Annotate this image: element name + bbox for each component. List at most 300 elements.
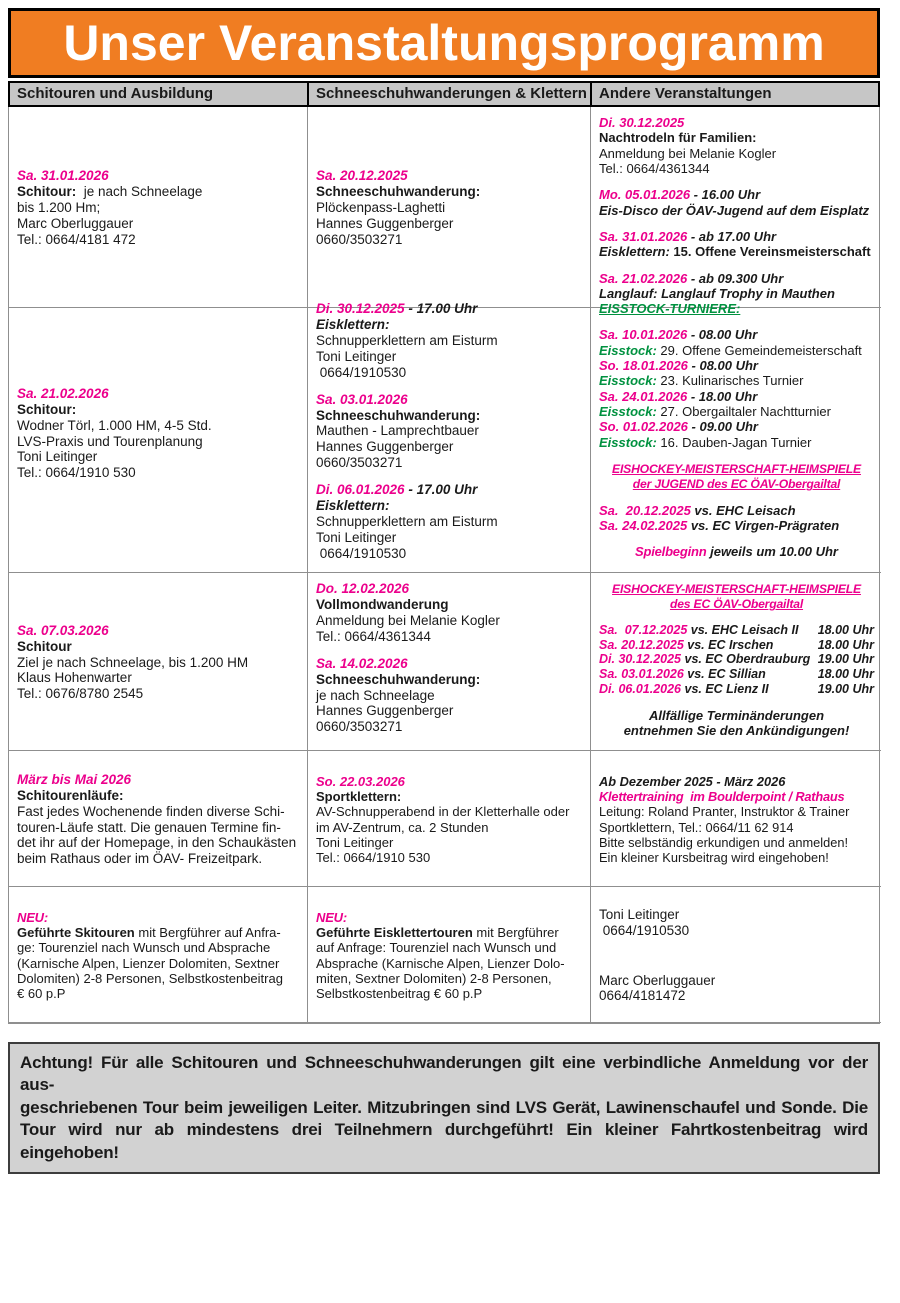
table-body (8, 107, 880, 1024)
text-run: Klettertraining im Boulderpoint / Rathaus (599, 789, 845, 805)
event-entry (599, 708, 874, 739)
text-run: im AV-Zentrum, ca. 2 Stunden (316, 819, 489, 835)
text-line (599, 596, 874, 611)
event-date: Sa. 21.02.2026 (17, 385, 109, 401)
match-time: 18.00 Uhr (817, 622, 874, 637)
event-entry (17, 386, 300, 482)
text-line (316, 317, 583, 333)
event-cell-r2c3 (591, 293, 881, 573)
column-header-schneeschuh: Schneeschuhwanderungen & Klettern (309, 83, 592, 105)
text-line (17, 686, 300, 702)
text-line (316, 200, 583, 216)
event-date: Di. 06.01.2026 (599, 681, 682, 696)
text-run: des EC ÖAV-Obergailtal (669, 597, 804, 612)
text-line (599, 581, 874, 596)
text-line (17, 200, 300, 216)
match-teams (599, 652, 810, 667)
text-run: Bitte selbständig erkundigen und anmelden! (599, 834, 849, 850)
event-date: Sa. 31.01.2026 (599, 228, 688, 244)
event-date: Sa. 14.02.2026 (316, 655, 408, 671)
event-cell-r1c2 (308, 107, 591, 308)
text-line (17, 940, 300, 955)
text-run: - 09.00 Uhr (687, 419, 758, 435)
text-run: Tel.: 0664/1910 530 (17, 465, 136, 481)
text-line (316, 184, 583, 200)
text-run: Schitour (17, 638, 72, 654)
text-line (17, 971, 300, 986)
text-run: Schitourenläufe: (17, 787, 124, 803)
text-run: 0660/3503271 (316, 232, 403, 248)
text-line (599, 229, 874, 244)
text-run: mit Bergführer auf Anfra- (134, 924, 281, 940)
text-line (599, 850, 874, 865)
text-line (17, 788, 300, 804)
table-row (9, 887, 879, 1023)
text-line (599, 476, 874, 491)
text-run: Eisklettern: (599, 244, 670, 260)
text-run: Ein kleiner Kursbeitrag wird eingehoben! (599, 849, 829, 865)
text-line (316, 971, 583, 986)
text-run: - 08.00 Uhr (687, 357, 758, 373)
text-line (316, 986, 583, 1001)
match-time: 18.00 Uhr (817, 667, 874, 682)
text-run: - 17.00 Uhr (404, 482, 478, 498)
text-run: Toni Leitinger (316, 834, 394, 850)
text-run: Eisstock: (599, 434, 657, 450)
text-line (599, 461, 874, 476)
event-entry (599, 301, 874, 316)
text-run: EISSTOCK-TURNIERE: (599, 301, 741, 316)
text-line (316, 835, 583, 850)
text-line (17, 168, 300, 184)
text-line (599, 244, 874, 259)
text-line (599, 518, 874, 533)
text-run: 16. Dauben-Jagan Turnier (656, 434, 812, 450)
text-run: der JUGEND des EC ÖAV-Obergailtal (632, 477, 841, 492)
event-entry (599, 623, 874, 697)
text-run: - 16.00 Uhr (690, 187, 761, 203)
text-line (316, 613, 583, 629)
text-run: € 60 p.P (17, 986, 66, 1002)
text-run: 0664/1910530 (316, 545, 407, 561)
text-line (17, 639, 300, 655)
event-date: März bis Mai 2026 (17, 771, 132, 787)
text-run: - 17.00 Uhr (404, 301, 478, 316)
notice-line: geschriebenen Tour beim jeweiligen Leiter. Mitzubringen sind LVS Gerät, Lawinenschaufel und Sonde. Die (20, 1097, 868, 1117)
text-line (316, 365, 583, 381)
text-line (17, 956, 300, 971)
text-line (316, 688, 583, 704)
text-line (316, 925, 583, 940)
text-line (17, 820, 300, 836)
table-row (9, 751, 879, 887)
text-line (316, 850, 583, 865)
text-run: 29. Offene Gemeindemeisterschaft (656, 342, 862, 358)
event-date: Sa. 07.12.2025 (599, 622, 688, 637)
event-date: Sa. 20.12.2025 (599, 637, 684, 652)
text-run: AV-Schnupperabend in der Kletterhalle oder (316, 804, 570, 820)
text-run: Dolomiten) 2-8 Personen, Selbstkostenbeitrag (17, 970, 283, 986)
event-entry (316, 168, 583, 248)
event-date: Sa. 03.01.2026 (599, 667, 684, 682)
event-cell-r2c2 (308, 293, 591, 573)
event-date: Di. 06.01.2026 (316, 482, 405, 498)
text-line (599, 708, 874, 723)
text-line (316, 910, 583, 925)
notice-line: Achtung! Für alle Schitouren und Schneeschuhwanderungen gilt eine verbindliche Anmeldung vor der aus- (20, 1053, 868, 1095)
event-cell-r2c1 (9, 293, 308, 573)
column-header-andere: Andere Veranstaltungen (599, 85, 772, 102)
text-line (17, 232, 300, 248)
event-date: Sa. 20.12.2025 (316, 168, 408, 184)
text-line (599, 271, 874, 286)
text-run: Eisstock: (599, 342, 657, 358)
text-line (316, 581, 583, 597)
match-line (599, 652, 874, 667)
text-run: Ziel je nach Schneelage, bis 1.200 HM (17, 654, 249, 670)
text-line (316, 232, 583, 248)
text-run: Hannes Guggenberger (316, 703, 454, 719)
text-run: Eisklettern: (316, 498, 390, 514)
text-line (316, 349, 583, 365)
event-entry (599, 503, 874, 534)
event-date: So. 01.02.2026 (599, 419, 688, 435)
event-cell-r4c1 (9, 751, 308, 887)
text-line (17, 925, 300, 940)
text-run: Mauthen - Lamprechtbauer (316, 423, 479, 439)
text-line (599, 923, 874, 939)
text-line (17, 386, 300, 402)
text-line (17, 835, 300, 851)
text-run: Eisstock: (599, 373, 657, 389)
text-run: Sportklettern: (316, 788, 402, 804)
text-line (316, 408, 583, 424)
event-cell-r1c3 (591, 107, 881, 308)
text-line (599, 327, 874, 342)
text-run: Schneeschuhwanderung: (316, 184, 481, 200)
text-run: - 08.00 Uhr (687, 327, 758, 343)
text-line (316, 956, 583, 971)
text-run: Tel.: 0664/4361344 (599, 160, 710, 176)
text-line (17, 804, 300, 820)
text-run: Marc Oberluggauer (17, 216, 134, 232)
text-run: Tel.: 0664/4361344 (316, 628, 431, 644)
event-date: Sa. 24.02.2025 (599, 518, 688, 534)
text-run: Sportklettern, Tel.: 0664/11 62 914 (599, 819, 794, 835)
text-line (599, 503, 874, 518)
text-run: Tel.: 0664/4181 472 (17, 232, 136, 248)
event-date: So. 18.01.2026 (599, 357, 688, 373)
text-line (316, 392, 583, 408)
event-entry (316, 581, 583, 645)
table-row (9, 573, 879, 751)
notice-line: Tour wird nur ab mindestens drei Teilnehmern durchgeführt! Ein kleiner Fahrtkostenbeitrag wird eingehoben! (20, 1120, 868, 1162)
title-banner (8, 8, 880, 78)
text-line (599, 389, 874, 404)
event-date: Di. 30.12.2025 (599, 652, 682, 667)
text-run: Schitour: (17, 401, 77, 417)
text-run: vs. EC Lienz II (681, 681, 769, 696)
text-line (599, 419, 874, 434)
text-line (599, 544, 874, 559)
program-table (8, 81, 880, 1024)
attention-notice (8, 1042, 880, 1174)
event-entry (17, 623, 300, 703)
text-line (17, 465, 300, 481)
event-cell-r5c2 (308, 887, 591, 1023)
text-run: 0664/1910530 (599, 922, 690, 938)
text-line (599, 435, 874, 450)
text-line (17, 910, 300, 925)
event-date: Sa. 10.01.2026 (599, 327, 688, 343)
text-line (316, 789, 583, 804)
event-entry (316, 656, 583, 736)
text-run: beim Rathaus oder im ÖAV- Freizeitpark. (17, 851, 263, 867)
event-date: Sa. 07.03.2026 (17, 622, 109, 638)
text-line (599, 115, 874, 130)
text-run: Anmeldung bei Melanie Kogler (316, 612, 500, 628)
text-line (316, 940, 583, 955)
text-line (316, 804, 583, 819)
column-header-schitouren: Schitouren und Ausbildung (10, 83, 309, 105)
match-line (599, 623, 874, 638)
event-entry (599, 229, 874, 260)
event-entry (316, 482, 583, 562)
text-run: je nach Schneelage (316, 687, 435, 703)
text-line (599, 343, 874, 358)
text-run: Eis-Disco der ÖAV-Jugend auf dem Eisplatz (599, 202, 870, 218)
text-run: vs. EC Virgen-Prägraten (687, 518, 840, 534)
event-cell-r5c1 (9, 887, 308, 1023)
text-line (17, 418, 300, 434)
text-line (17, 623, 300, 639)
text-line (599, 774, 874, 789)
text-run: vs. EHC Leisach II (687, 622, 799, 637)
text-run: NEU: (17, 909, 48, 925)
text-run: vs. EHC Leisach (690, 502, 796, 518)
event-cell-r3c2 (308, 573, 591, 751)
text-run: 0660/3503271 (316, 455, 403, 471)
text-line (599, 161, 874, 176)
event-date: Sa. 20.12.2025 (599, 502, 691, 518)
table-row (9, 293, 879, 573)
text-run: Klaus Hohenwarter (17, 670, 132, 686)
text-line (599, 907, 874, 923)
text-line (599, 804, 874, 819)
text-run: Toni Leitinger (599, 906, 680, 922)
match-time: 19.00 Uhr (817, 681, 874, 696)
text-run: 27. Obergailtaler Nachtturnier (656, 403, 831, 419)
event-date: Mo. 05.01.2026 (599, 187, 691, 203)
event-cell-r4c3 (591, 751, 881, 887)
event-cell-r3c3 (591, 573, 881, 751)
text-line (316, 216, 583, 232)
text-run: Langlauf: Langlauf Trophy in Mauthen (599, 285, 835, 301)
match-line (599, 667, 874, 682)
text-line (316, 498, 583, 514)
text-line (316, 546, 583, 562)
event-entry (599, 774, 874, 865)
event-entry (599, 581, 874, 612)
text-line (599, 187, 874, 202)
page-title: Unser Veranstaltungsprogramm (63, 15, 825, 71)
event-entry (599, 187, 874, 218)
event-date: Sa. 31.01.2026 (17, 168, 109, 184)
text-run: jeweils um 10.00 Uhr (706, 544, 838, 560)
text-run: Absprache (Karnische Alpen, Lienzer Dolo- (316, 955, 565, 971)
text-run: vs. EC Oberdrauburg (681, 652, 811, 667)
text-line (316, 597, 583, 613)
text-line (599, 301, 874, 316)
text-run: EISHOCKEY-MEISTERSCHAFT-HEIMSPIELE (612, 582, 861, 596)
text-line (316, 514, 583, 530)
text-line (17, 184, 300, 200)
text-run: vs. EC Sillian (683, 667, 766, 682)
text-run: ge: Tourenziel nach Wunsch und Absprache (17, 940, 271, 956)
event-date: Do. 12.02.2026 (316, 581, 410, 596)
event-entry (599, 461, 874, 492)
text-run: touren-Läufe statt. Die genauen Termine fin- (17, 819, 281, 835)
text-line (599, 404, 874, 419)
text-run: Wodner Törl, 1.000 HM, 4-5 Std. (17, 417, 212, 433)
text-run: Marc Oberluggauer (599, 972, 716, 988)
text-run: Eisklettern: (316, 316, 390, 332)
text-run: - 18.00 Uhr (687, 388, 758, 404)
text-line (599, 373, 874, 388)
text-run: miten, Sextner Dolomiten) 2-8 Personen, (316, 970, 552, 986)
text-run: 0664/1910530 (316, 364, 407, 380)
text-run: det ihr auf der Homepage, in den Schaukästen (17, 835, 297, 851)
text-line (316, 168, 583, 184)
text-run: Leitung: Roland Pranter, Instruktor & Trainer (599, 804, 850, 820)
event-program-sheet (8, 8, 880, 1174)
text-line (17, 772, 300, 788)
text-run: EISHOCKEY-MEISTERSCHAFT-HEIMSPIELE (612, 461, 861, 476)
event-cell-r5c3 (591, 887, 881, 1023)
text-run: Selbstkostenbeitrag € 60 p.P (316, 986, 483, 1002)
text-line (599, 146, 874, 161)
match-line (599, 682, 874, 697)
text-line (17, 434, 300, 450)
text-line (599, 820, 874, 835)
text-run: 0664/4181472 (599, 988, 686, 1004)
text-line (316, 333, 583, 349)
event-entry (599, 115, 874, 176)
event-date: So. 22.03.2026 (316, 773, 405, 789)
match-line (599, 638, 874, 653)
text-run: - ab 17.00 Uhr (687, 228, 777, 244)
text-line (17, 216, 300, 232)
text-line (599, 723, 874, 738)
text-run: Eisstock: (599, 403, 657, 419)
text-run: entnehmen Sie den Ankündigungen! (623, 722, 850, 738)
text-run: Schneeschuhwanderung: (316, 407, 481, 423)
match-teams (599, 667, 766, 682)
text-run: Hannes Guggenberger (316, 216, 454, 232)
text-run: Plöckenpass-Laghetti (316, 200, 446, 216)
text-line (316, 672, 583, 688)
event-date: Di. 30.12.2025 (316, 301, 405, 316)
text-line (316, 820, 583, 835)
text-run: Geführte Skitouren (17, 924, 135, 940)
text-run: Geführte Eisklettertouren (316, 924, 473, 940)
event-date: Sa. 24.01.2026 (599, 388, 688, 404)
event-entry (316, 392, 583, 472)
text-run: bis 1.200 Hm; (17, 200, 101, 216)
text-run: 15. Offene Vereinsmeisterschaft (669, 244, 871, 260)
text-run: Fast jedes Wochenende finden diverse Schi- (17, 803, 285, 819)
text-line (316, 301, 583, 317)
match-time: 19.00 Uhr (817, 652, 874, 667)
text-line (17, 670, 300, 686)
text-run: Vollmondwanderung (316, 596, 449, 612)
match-time: 18.00 Uhr (817, 637, 874, 652)
match-teams (599, 623, 798, 638)
text-run: Tel.: 0676/8780 2545 (17, 686, 144, 702)
table-header-row (8, 81, 880, 107)
text-run: Schnupperklettern am Eisturm (316, 514, 498, 530)
text-line (316, 774, 583, 789)
text-run: Schnupperklettern am Eisturm (316, 332, 498, 348)
text-run: Allfällige Terminänderungen (648, 707, 825, 723)
text-line (599, 789, 874, 804)
text-line (316, 439, 583, 455)
text-line (17, 449, 300, 465)
event-entry (599, 973, 874, 1005)
event-entry (316, 301, 583, 381)
text-line (316, 423, 583, 439)
table-row (9, 107, 879, 301)
text-run: Toni Leitinger (316, 348, 397, 364)
text-run: Nachtrodeln für Familien: (599, 130, 757, 146)
text-run: 23. Kulinarisches Turnier (656, 373, 804, 389)
event-entry (599, 907, 874, 939)
text-run: LVS-Praxis und Tourenplanung (17, 433, 203, 449)
text-line (599, 973, 874, 989)
match-teams (599, 638, 773, 653)
text-run: Toni Leitinger (316, 529, 397, 545)
event-date: Di. 30.12.2025 (599, 115, 685, 130)
text-run: Toni Leitinger (17, 449, 98, 465)
text-line (316, 629, 583, 645)
match-teams (599, 682, 769, 697)
text-run: Anmeldung bei Melanie Kogler (599, 145, 777, 161)
text-line (599, 358, 874, 373)
text-run: (Karnische Alpen, Lienzer Dolomiten, Sextner (17, 955, 280, 971)
event-date: Sa. 21.02.2026 (599, 270, 688, 286)
event-entry (17, 910, 300, 1002)
event-entry (316, 774, 583, 866)
text-line (316, 656, 583, 672)
event-cell-r1c1 (9, 107, 308, 308)
text-line (17, 986, 300, 1001)
event-date: Sa. 03.01.2026 (316, 391, 408, 407)
text-run: Schneeschuhwanderung: (316, 671, 481, 687)
text-run: mit Bergführer (472, 924, 559, 940)
text-line (17, 402, 300, 418)
text-line (316, 455, 583, 471)
text-run: vs. EC Irschen (683, 637, 774, 652)
text-run: je nach Schneelage (76, 184, 203, 200)
text-run: Schitour: (17, 184, 77, 200)
text-run: - ab 09.300 Uhr (687, 270, 784, 286)
text-run: Ab Dezember 2025 - März 2026 (599, 774, 786, 790)
text-line (316, 482, 583, 498)
text-run: 0660/3503271 (316, 719, 403, 735)
event-entry (599, 544, 874, 559)
text-line (316, 530, 583, 546)
event-entry (17, 772, 300, 868)
